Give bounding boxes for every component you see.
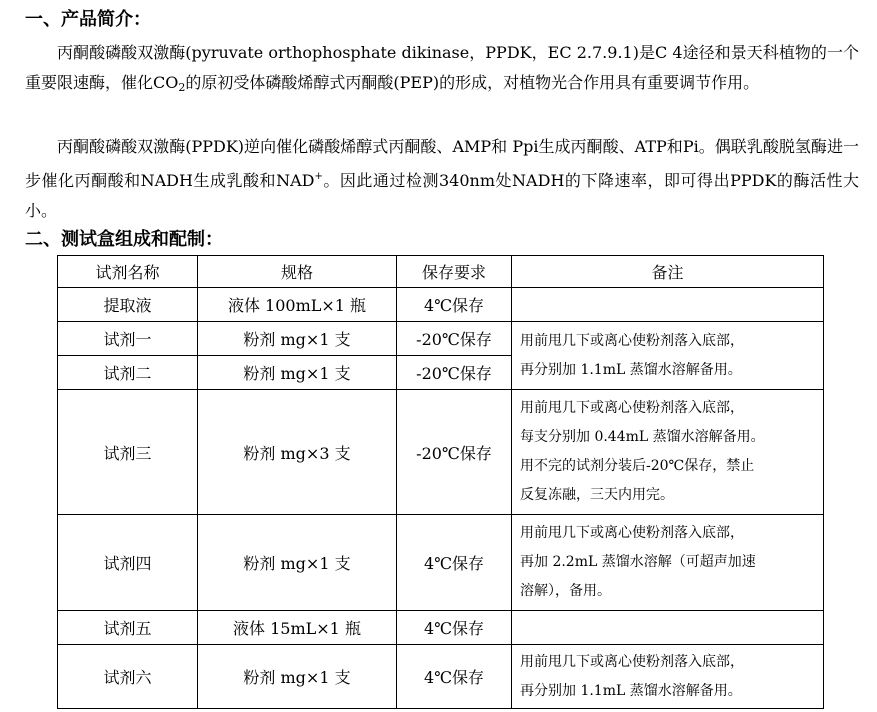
intro-paragraph-1-text-b: 的原初受体磷酸烯醇式丙酮酸(PEP)的形成，对植物光合作用具有重要调节作用。 [185,73,760,92]
note-line: 再分别加 1.1mL 蒸馏水溶解备用。 [520,682,742,699]
intro-paragraph-1-text-a: 丙酮酸磷酸双激酶(pyruvate orthophosphate dikinase，PPDK，EC 2.7.9.1)是C 4途径和景天科植物的一个重要限速酶，催化CO [25,43,859,92]
co2-subscript: 2 [178,81,186,94]
header-note: 备注 [512,256,824,288]
reagent-spec: 粉剂 mg×1 支 [198,515,397,611]
table-header-row [58,256,824,288]
nad-superscript: + [314,171,323,182]
reagent-name: 试剂三 [58,390,198,515]
section-heading-intro: 一、产品简介： [25,9,151,30]
reagent-spec: 液体 100mL×1 瓶 [198,288,397,322]
note-line: 用前甩几下或离心使粉剂落入底部， [520,332,744,349]
reagent-spec: 粉剂 mg×1 支 [198,356,397,390]
reagent-note [512,645,824,709]
intro-paragraph-2 [25,132,859,226]
reagent-name: 试剂五 [58,611,198,645]
table-row [58,322,824,356]
note-line: 用不完的试剂分装后-20℃保存，禁止 [520,458,755,474]
note-line: 每支分别加 0.44mL 蒸馏水溶解备用。 [520,429,765,445]
reagent-storage: 4℃保存 [397,515,512,611]
intro-paragraph-1 [25,38,859,103]
reagent-note [512,515,824,611]
reagent-spec: 粉剂 mg×1 支 [198,322,397,356]
reagent-name: 试剂二 [58,356,198,390]
header-storage: 保存要求 [397,256,512,288]
reagent-storage: -20℃保存 [397,322,512,356]
table-row [58,611,824,645]
intro-paragraph-2-text-b: 。因此通过检测340nm处NADH的下降速率，即可得出PPDK的酶活性大小。 [25,171,859,220]
table-row [58,645,824,709]
reagent-spec: 粉剂 mg×1 支 [198,645,397,709]
note-line: 再分别加 1.1mL 蒸馏水溶解备用。 [520,361,742,378]
header-spec: 规格 [198,256,397,288]
reagent-storage: 4℃保存 [397,288,512,322]
section-heading-kit-composition: 二、测试盒组成和配制： [25,229,223,250]
reagent-spec: 液体 15mL×1 瓶 [198,611,397,645]
reagent-spec: 粉剂 mg×3 支 [198,390,397,515]
note-line: 溶解），备用。 [520,583,611,599]
reagent-name: 试剂一 [58,322,198,356]
reagent-name: 试剂六 [58,645,198,709]
note-line: 再加 2.2mL 蒸馏水溶解（可超声加速 [520,554,756,570]
header-reagent-name: 试剂名称 [58,256,198,288]
note-line: 用前甩几下或离心使粉剂落入底部， [520,525,744,541]
reagent-note [512,611,824,645]
reagent-name: 提取液 [58,288,198,322]
table-row [58,515,824,611]
reagent-storage: 4℃保存 [397,645,512,709]
note-line: 反复冻融，三天内用完。 [520,487,674,503]
note-line: 用前甩几下或离心使粉剂落入底部， [520,653,744,670]
table-row [58,390,824,515]
reagent-storage: -20℃保存 [397,356,512,390]
note-line: 用前甩几下或离心使粉剂落入底部， [520,400,744,416]
reagent-name: 试剂四 [58,515,198,611]
reagent-note [512,322,824,390]
kit-composition-table [57,255,824,709]
reagent-note [512,288,824,322]
reagent-storage: 4℃保存 [397,611,512,645]
reagent-storage: -20℃保存 [397,390,512,515]
table-row [58,288,824,322]
reagent-note [512,390,824,515]
intro-paragraph-2-text-a: 丙酮酸磷酸双激酶(PPDK)逆向催化磷酸烯醇式丙酮酸、AMP和 Ppi生成丙酮酸、ATP和Pi。偶联乳酸脱氢酶进一步催化丙酮酸和NADH生成乳酸和NAD [25,137,859,190]
